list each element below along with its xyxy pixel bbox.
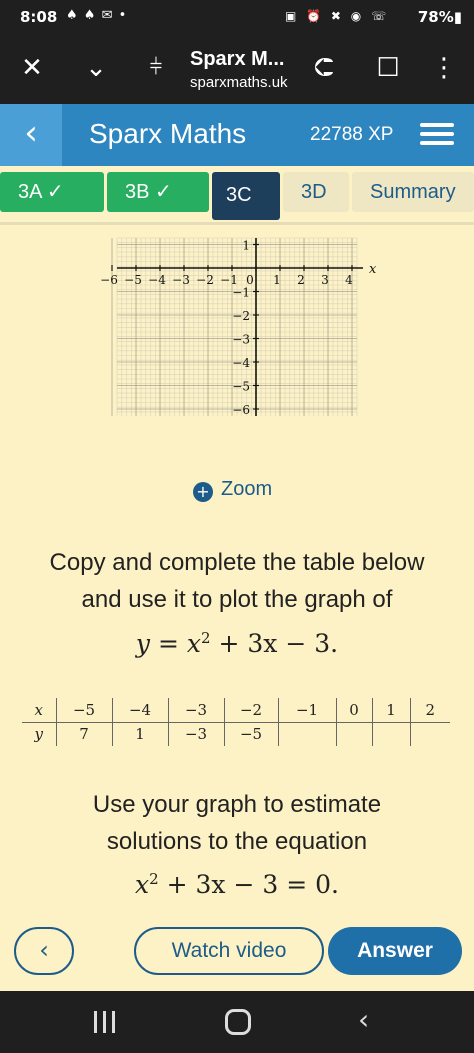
- tab-3d[interactable]: 3D: [283, 172, 349, 212]
- system-icons: ▣ ⏰ ✖ ◉ ☏: [285, 9, 390, 23]
- eq-y: y: [135, 629, 151, 658]
- x-tick-label: 4: [345, 273, 353, 287]
- tab-3b[interactable]: 3B ✓: [107, 172, 209, 212]
- y-tick-label: −1: [232, 285, 250, 300]
- share-icon[interactable]: ⮈: [314, 53, 334, 83]
- home-icon[interactable]: [225, 1009, 251, 1035]
- question-line-1: Copy and complete the table below: [49, 549, 425, 576]
- eq-equals: =: [150, 629, 187, 658]
- site-settings-icon[interactable]: ⫩: [149, 55, 163, 80]
- table-row-x: [22, 698, 450, 722]
- table-cell: −3: [168, 698, 224, 722]
- eq-x: x: [186, 629, 201, 658]
- question2-equation: [0, 861, 474, 903]
- question2-line-2: solutions to the equation: [106, 828, 368, 855]
- y-tick-label: −5: [232, 379, 250, 394]
- x-tick-label: −4: [148, 273, 166, 287]
- table-cell: 7: [56, 722, 112, 746]
- table-cell: [278, 722, 336, 746]
- question2-line-1: Use your graph to estimate: [92, 791, 382, 818]
- zoom-icon: +: [193, 482, 213, 502]
- battery-indicator: 78%▮: [417, 8, 462, 26]
- question-line-2: and use it to plot the graph of: [81, 586, 393, 613]
- status-time: 8:08: [20, 8, 58, 26]
- x-tick-label: 1: [273, 273, 281, 287]
- tab-3a[interactable]: 3A ✓: [0, 172, 104, 212]
- table-cell: [410, 722, 450, 746]
- system-nav-bar: [0, 991, 474, 1053]
- y-tick-label: −3: [232, 332, 250, 347]
- question-equation: [0, 620, 474, 662]
- value-table: [22, 698, 450, 746]
- eq2-exponent: 2: [149, 870, 159, 888]
- answer-button[interactable]: Answer: [328, 927, 462, 975]
- watch-video-button[interactable]: Watch video: [134, 927, 324, 975]
- tab-summary[interactable]: Summary: [352, 172, 474, 212]
- x-tick-label: −5: [124, 273, 142, 287]
- table-cell: −1: [278, 698, 336, 722]
- browser-toolbar: [0, 34, 474, 104]
- table-row-y: [22, 722, 450, 746]
- chevron-down-icon[interactable]: ⌄: [85, 53, 107, 83]
- zoom-label: Zoom: [221, 478, 273, 500]
- y-tick-label: −4: [232, 356, 250, 370]
- table-cell: −5: [224, 722, 278, 746]
- table-cell: −5: [56, 698, 112, 722]
- x-tick-label: 2: [297, 273, 305, 287]
- y-tick-label: −6: [232, 403, 250, 417]
- coordinate-grid[interactable]: [100, 232, 377, 422]
- notification-icons: ♠ ♠ ✉ •: [66, 8, 128, 23]
- zoom-button[interactable]: [193, 478, 272, 502]
- tab-3c[interactable]: 3C: [212, 172, 280, 220]
- x-tick-label: −1: [220, 273, 238, 287]
- table-cell: [372, 722, 410, 746]
- x-tick-label: −3: [172, 273, 190, 287]
- eq-exponent: 2: [200, 629, 211, 647]
- y-tick-label: −2: [232, 309, 250, 323]
- eq-rest: + 3x − 3.: [210, 629, 339, 658]
- page-title: Sparx M...: [190, 48, 285, 70]
- x-axis-label: x: [369, 262, 377, 277]
- header-back-icon[interactable]: ‹: [0, 104, 62, 166]
- app-header: [0, 104, 474, 166]
- table-cell: −4: [112, 698, 168, 722]
- y-tick-label: 1: [242, 238, 250, 253]
- table-cell: 1: [372, 698, 410, 722]
- close-icon[interactable]: ✕: [21, 53, 43, 83]
- x-tick-label: 0: [246, 273, 254, 287]
- back-icon[interactable]: ‹: [358, 1003, 370, 1036]
- table-cell: −3: [168, 722, 224, 746]
- table-cell: −2: [224, 698, 278, 722]
- table-header-x: x: [22, 698, 56, 722]
- app-brand: Sparx Maths: [89, 118, 247, 149]
- table-cell: 0: [336, 698, 372, 722]
- eq2-rest: + 3x − 3 = 0.: [158, 870, 339, 899]
- x-tick-label: −2: [196, 273, 214, 287]
- recents-icon[interactable]: [94, 1011, 118, 1033]
- menu-icon[interactable]: [412, 118, 462, 152]
- xp-counter: 22788 XP: [310, 124, 394, 145]
- bookmark-icon[interactable]: ☐: [376, 53, 400, 83]
- eq2-x: x: [135, 870, 150, 899]
- x-tick-label: −6: [100, 273, 118, 287]
- table-header-y: y: [34, 725, 43, 744]
- status-bar: [0, 0, 474, 34]
- previous-button[interactable]: ‹: [14, 927, 74, 975]
- table-cell: 1: [112, 722, 168, 746]
- x-tick-label: 3: [321, 273, 329, 287]
- page-url: sparxmaths.uk: [190, 74, 288, 91]
- tab-divider: [0, 222, 474, 225]
- more-icon[interactable]: ⋮: [431, 53, 457, 83]
- table-cell: [336, 722, 372, 746]
- table-cell: 2: [410, 698, 450, 722]
